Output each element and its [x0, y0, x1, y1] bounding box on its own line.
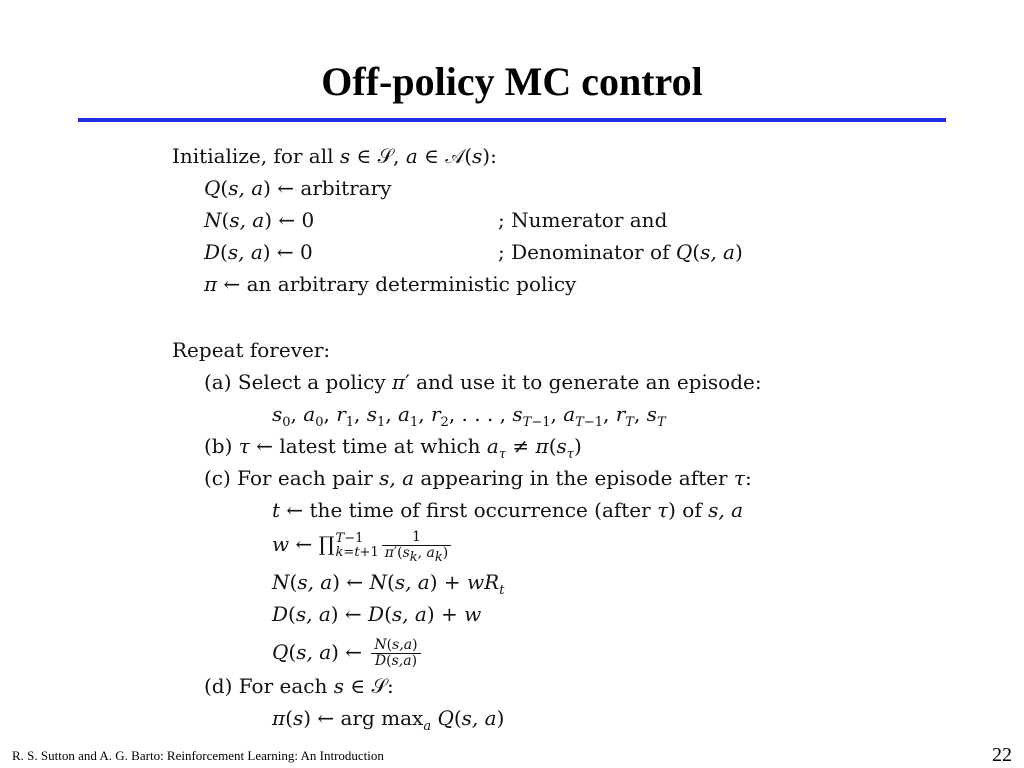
init-header: Initialize, for all s ∈ 𝒮, a ∈ 𝒜(s):: [172, 144, 497, 168]
step-c: (c) For each pair s, a appearing in the episode after τ:: [204, 466, 752, 490]
step-a-episode: $s_0$, $a_0$, $r_1$, $s_1$, $a_1$, $r_2$, . . . , $s_{T-1}$, $a_{T-1}$, $r_T$, $s_T$: [272, 402, 666, 430]
slide-footer: R. S. Sutton and A. G. Barto: Reinforcement Learning: An Introduction: [12, 748, 384, 763]
step-d: (d) For each s ∈ 𝒮:: [204, 674, 394, 698]
step-c-d: D(s, a) ← D(s, a) + w: [272, 602, 482, 626]
step-c-w: w ← ∏ T−1 k=t+1 $\frac{1}{\pi'(s_k, a_k)}$: [272, 530, 454, 561]
step-c-t: t ← the time of first occurrence (after τ) of s, a: [272, 498, 744, 522]
init-n-comment: ; Numerator and: [498, 208, 668, 232]
init-n-line: N(s, a) ← 0: [204, 208, 315, 232]
step-c-q: Q(s, a) ← $\frac{N(s,a)}{D(s,a)}$: [272, 638, 424, 669]
step-d-pi: π(s) ← arg $\max_a Q(s$, a): [272, 706, 505, 734]
page-number: 22: [992, 744, 1012, 766]
init-d-line: D(s, a) ← 0: [204, 240, 313, 264]
loop-header: Repeat forever:: [172, 338, 331, 362]
init-d-comment: ; Denominator of Q(s, a): [498, 240, 743, 264]
step-c-n: N(s, a) ← N(s, $a) + wR_t$: [272, 570, 505, 598]
step-a: (a) Select a policy π′ and use it to generate an episode:: [204, 370, 762, 394]
step-b: (b) τ ← latest time at which $a_\tau \ne \pi(s_\tau)$: [204, 434, 582, 462]
slide-title: Off-policy MC control: [321, 59, 703, 104]
init-q-line: Q(s, a) ← arbitrary: [204, 176, 392, 200]
init-pi-line: π ← an arbitrary deterministic policy: [204, 272, 577, 296]
